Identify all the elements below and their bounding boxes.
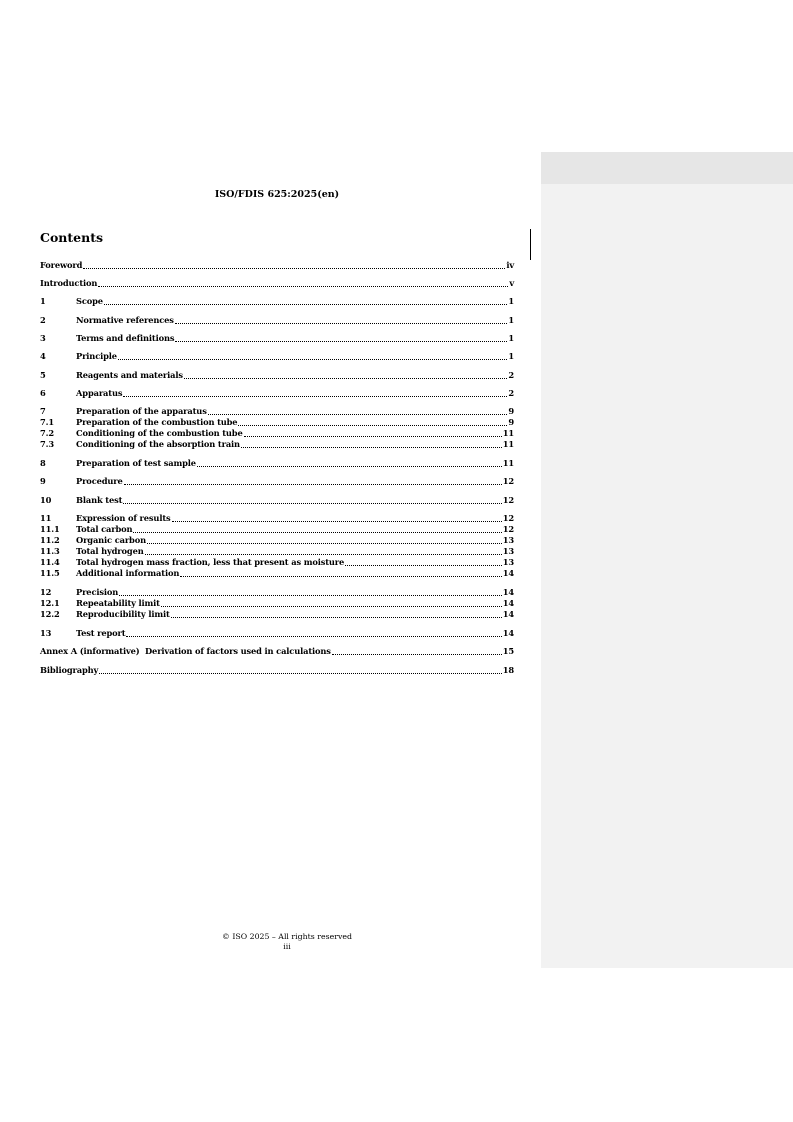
toc-entry-number: 11.4 [40,557,60,567]
toc-leader [99,673,502,674]
toc-entry-page: 18 [502,665,514,675]
toc-entry-11-5[interactable] [40,568,514,579]
toc-entry-title: Total hydrogen [76,546,144,556]
toc-entry-page: 1 [508,333,514,343]
toc-entry-7-1[interactable] [40,417,514,428]
toc-entry-11-2[interactable] [40,535,514,546]
toc-entry-number: 9 [40,476,46,486]
toc-entry-page: 11 [502,439,514,449]
toc-entry-number: 5 [40,370,46,380]
copyright-notice: © ISO 2025 – All rights reserved [222,932,352,941]
toc-entry-7-2[interactable] [40,428,514,439]
toc-entry-title: Introduction [40,278,98,288]
toc-entry-number: 11.1 [40,524,60,534]
toc-entry-13[interactable] [40,628,514,639]
toc-entry-number: 7 [40,406,46,416]
toc-leader [104,304,507,305]
toc-entry-number: 11.5 [40,568,60,578]
toc-leader [175,341,507,342]
toc-entry-page: 12 [502,495,514,505]
toc-entry-page: 9 [508,417,514,427]
toc-entry-number: 7.2 [40,428,54,438]
toc-entry-page: 14 [502,587,514,597]
toc-leader [238,425,507,426]
toc-entry-title: Total hydrogen mass fraction, less that present as moisture [76,557,345,567]
toc-entry-title: Terms and definitions [76,333,175,343]
toc-entry-title: Precision [76,587,119,597]
toc-entry-page: 13 [502,557,514,567]
toc-leader [241,447,502,448]
toc-entry-title: Bibliography [40,665,99,675]
toc-leader [118,359,507,360]
toc-leader [126,636,501,637]
toc-entry-page: v [509,278,514,288]
toc-entry-7-3[interactable] [40,439,514,450]
toc-entry-title: Organic carbon [76,535,146,545]
toc-leader [332,654,502,655]
toc-entry-number: 13 [40,628,52,638]
page-footer [40,932,534,952]
toc-entry-number: 11.3 [40,546,60,556]
toc-entry-number: 7.3 [40,439,54,449]
toc-entry-title: Test report [76,628,126,638]
toc-entry-page: 12 [502,476,514,486]
toc-entry-11-3[interactable] [40,546,514,557]
toc-entry-number: 10 [40,495,52,505]
toc-entry-page: 1 [508,296,514,306]
toc-leader [161,606,502,607]
toc-leader [133,532,501,533]
toc-entry-page: 14 [502,598,514,608]
toc-entry-bibliography[interactable] [40,665,514,676]
toc-entry-number: 11.2 [40,535,60,545]
toc-entry-number: 8 [40,458,46,468]
toc-leader [83,268,505,269]
comment-pane [541,152,793,968]
toc-leader [180,576,502,577]
toc-entry-title: Foreword [40,260,83,270]
comment-pane-header [541,152,793,184]
toc-leader [123,503,501,504]
toc-entry-page: iv [506,260,514,270]
toc-entry-8[interactable] [40,458,514,469]
toc-entry-11[interactable] [40,513,514,524]
toc-entry-1[interactable] [40,296,514,307]
toc-entry-9[interactable] [40,476,514,487]
toc-entry-foreword[interactable] [40,260,514,271]
toc-leader [124,484,502,485]
toc-entry-number: 3 [40,333,46,343]
toc-entry-page: 14 [502,628,514,638]
toc-entry-page: 1 [508,315,514,325]
toc-entry-page: 13 [502,535,514,545]
toc-entry-title: Expression of results [76,513,171,523]
toc-entry-page: 9 [508,406,514,416]
toc-entry-title: Blank test [76,495,123,505]
toc-entry-page: 1 [508,351,514,361]
toc-entry-7[interactable] [40,406,514,417]
toc-entry-page: 14 [502,609,514,619]
toc-entry-11-1[interactable] [40,524,514,535]
toc-entry-title: Preparation of test sample [76,458,196,468]
toc-leader [172,521,502,522]
toc-entry-title: Principle [76,351,117,361]
toc-leader [208,414,508,415]
toc-entry-page: 12 [502,524,514,534]
toc-entry-number: 4 [40,351,46,361]
toc-entry-title: Procedure [76,476,123,486]
toc-entry-page: 14 [502,568,514,578]
toc-entry-introduction[interactable] [40,278,514,289]
toc-entry-annex-a[interactable] [40,646,514,657]
toc-leader [123,396,507,397]
toc-leader [197,466,502,467]
toc-entry-title: Reproducibility limit [76,609,170,619]
toc-entry-12[interactable] [40,587,514,598]
toc-entry-title: Reagents and materials [76,370,183,380]
toc-entry-3[interactable] [40,333,514,344]
toc-entry-number: 6 [40,388,46,398]
change-bar [530,229,531,260]
toc-entry-page: 12 [502,513,514,523]
toc-entry-12-2[interactable] [40,609,514,620]
document-code-header: ISO/FDIS 625:2025(en) [214,189,340,200]
toc-entry-title: Additional information [76,568,180,578]
toc-entry-title: Conditioning of the combustion tube [76,428,243,438]
toc-leader [145,554,502,555]
toc-entry-page: 13 [502,546,514,556]
toc-entry-number: 2 [40,315,46,325]
toc-leader [119,595,502,596]
toc-entry-title: Annex A (informative) Derivation of factors used in calculations [40,646,331,656]
toc-entry-page: 2 [508,388,514,398]
toc-entry-title: Scope [76,296,103,306]
toc-entry-number: 7.1 [40,417,54,427]
page-number: iii [283,942,291,951]
toc-leader [147,543,502,544]
toc-entry-title: Conditioning of the absorption train [76,439,240,449]
toc-entry-title: Normative references [76,315,174,325]
toc-entry-number: 12.1 [40,598,60,608]
toc-entry-10[interactable] [40,495,514,506]
toc-entry-number: 1 [40,296,46,306]
toc-entry-page: 2 [508,370,514,380]
toc-leader [345,565,502,566]
toc-entry-number: 12 [40,587,52,597]
toc-entry-2[interactable] [40,315,514,326]
toc-entry-title: Preparation of the combustion tube [76,417,238,427]
toc-entry-page: 15 [502,646,514,656]
toc-entry-title: Preparation of the apparatus [76,406,207,416]
toc-entry-12-1[interactable] [40,598,514,609]
toc-entry-page: 11 [502,458,514,468]
toc-entry-page: 11 [502,428,514,438]
toc-leader [184,378,508,379]
toc-leader [171,617,502,618]
toc-leader [175,323,508,324]
toc-entry-6[interactable] [40,388,514,399]
contents-heading: Contents [40,230,104,245]
toc-leader [244,436,502,437]
toc-leader [98,286,508,287]
toc-entry-4[interactable] [40,351,514,362]
toc-entry-11-4[interactable] [40,557,514,568]
toc-entry-number: 12.2 [40,609,60,619]
toc-entry-number: 11 [40,513,52,523]
toc-entry-title: Repeatability limit [76,598,160,608]
toc-entry-title: Apparatus [76,388,123,398]
toc-entry-title: Total carbon [76,524,133,534]
toc-entry-5[interactable] [40,370,514,381]
